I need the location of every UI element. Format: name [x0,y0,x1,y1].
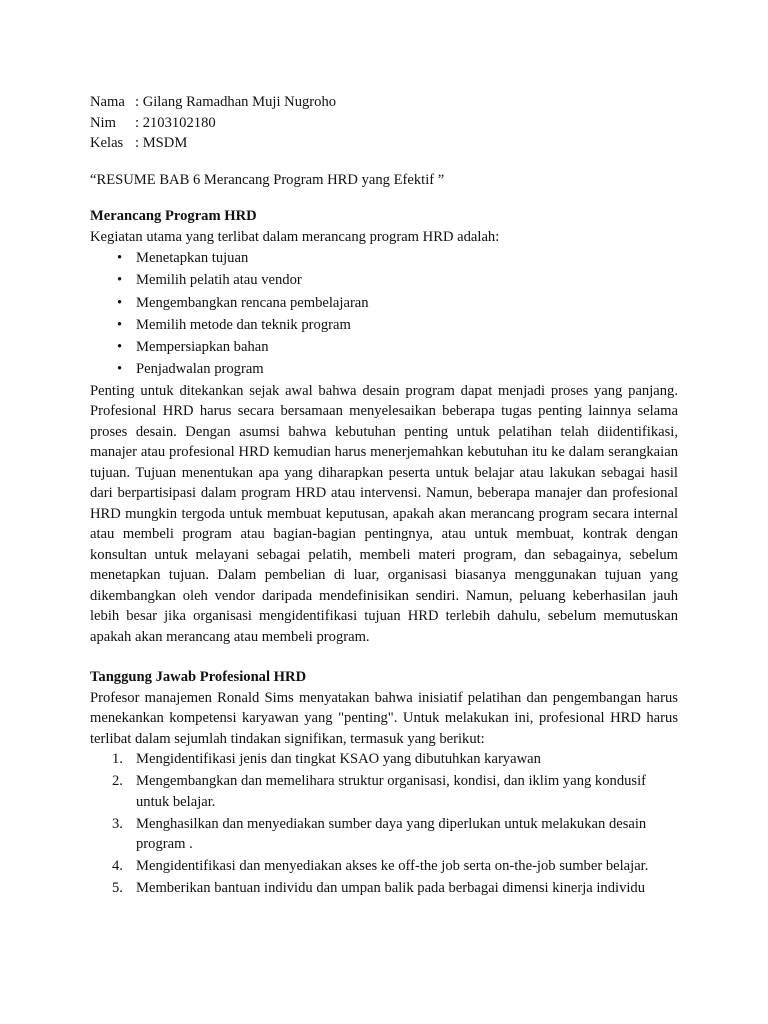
nim-value: : 2103102180 [135,114,216,131]
list-item-text: Penjadwalan program [136,361,264,378]
list-number: 3. [112,815,123,832]
nama-label: Nama [90,94,125,110]
list-number: 2. [112,773,123,790]
list-item [90,358,678,380]
list-item [90,314,678,336]
kelas-value: : MSDM [135,135,188,151]
list-number: 5. [112,880,123,897]
list-item [90,749,678,770]
bullet-icon: • [117,316,123,333]
list-number: 1. [112,751,123,768]
bullet-icon: • [117,339,123,356]
list-item [90,814,678,855]
list-item [90,878,678,899]
nim-row [90,113,678,134]
list-item [90,856,678,877]
list-item-text: Memilih pelatih atau vendor [136,272,302,289]
list-item-text: Menetapkan tujuan [136,250,249,266]
list-item-text: Memilih metode dan teknik program [136,316,351,333]
list-item-text: Mengidentifikasi dan menyediakan akses ke off-the job serta on-the-job sumber belajar. [136,858,649,875]
section1-heading: Merancang Program HRD [90,208,257,224]
nama-value: : Gilang Ramadhan Muji Nugroho [135,94,337,110]
list-number: 4. [112,858,123,875]
kelas-label: Kelas [90,135,124,151]
list-item-text: Memberikan bantuan individu dan umpan balik pada berbagai dimensi kinerja individu [136,880,646,897]
list-item [90,269,678,291]
document-body [90,92,678,900]
bullet-icon: • [117,294,123,311]
list-item [90,336,678,358]
section2-heading: Tanggung Jawab Profesional HRD [90,669,307,686]
list-item-text: Mengidentifikasi jenis dan tingkat KSAO yang dibutuhkan karyawan [136,751,541,768]
section1-bullet-list [90,247,678,381]
nim-label: Nim [90,114,116,131]
bullet-icon: • [117,361,123,378]
list-item [90,292,678,314]
section2-paragraph: Profesor manajemen Ronald Sims menyatakan bahwa inisiatif pelatihan dan pengembangan harus menekankan kompetensi karyawan yang "penting". Untuk melakukan ini, profesional HRD harus terlibat dalam sejumlah tindakan signifikan, termasuk yang berikut: [90,689,678,747]
section1-paragraph: Penting untuk ditekankan sejak awal bahwa desain program dapat menjadi proses yang panjang. Profesional HRD harus secara bersamaan menyelesaikan beberapa tugas penting lainnya selama proses desain. Dengan asumsi bahwa kebutuhan penting untuk pelatihan telah diidentifikasi, manajer atau profesional HRD kemudian harus menerjemahkan kebutuhan itu ke dalam serangkaian tujuan. Tujuan menentukan apa yang diharapkan peserta untuk belajar atau lakukan sebagai hasil dari berpartisipasi dalam program HRD atau intervensi. Namun, beberapa manajer dan profesional HRD mungkin tergoda untuk membuat keputusan, apakah akan merancang program secara internal atau membeli program atau bagian-bagian pentingnya, atau untuk membuat, kontrak dengan konsultan untuk melayani sebagai pelatih, membeli materi program, dan sebagainya, sebelum menetapkan tujuan. Dalam pembelian di luar, organisasi biasanya menggunakan tujuan yang dikembangkan oleh vendor daripada mendefinisikan sendiri. Namun, peluang keberhasilan jauh lebih besar jika organisasi mengidentifikasi tujuan HRD terlebih dahulu, sebelum memutuskan apakah akan merancang atau membeli program. [90,382,678,645]
list-item-text: Mempersiapkan bahan [136,339,269,356]
kelas-row [90,133,678,154]
section1-intro: Kegiatan utama yang terlibat dalam merancang program HRD adalah: [90,228,500,245]
nama-row [90,92,678,113]
document-title: “RESUME BAB 6 Merancang Program HRD yang Efektif ” [90,171,445,188]
bullet-icon: • [117,272,123,289]
bullet-icon: • [117,250,123,266]
list-item-text: Mengembangkan rencana pembelajaran [136,294,369,311]
list-item-text: Menghasilkan dan menyediakan sumber daya yang diperlukan untuk melakukan desain program . [136,815,647,853]
list-item [90,247,678,269]
list-item-text: Mengembangkan dan memelihara struktur organisasi, kondisi, dan iklim yang kondusif untuk belajar. [136,773,647,810]
section2-numbered-list [90,749,678,899]
list-item [90,771,678,812]
